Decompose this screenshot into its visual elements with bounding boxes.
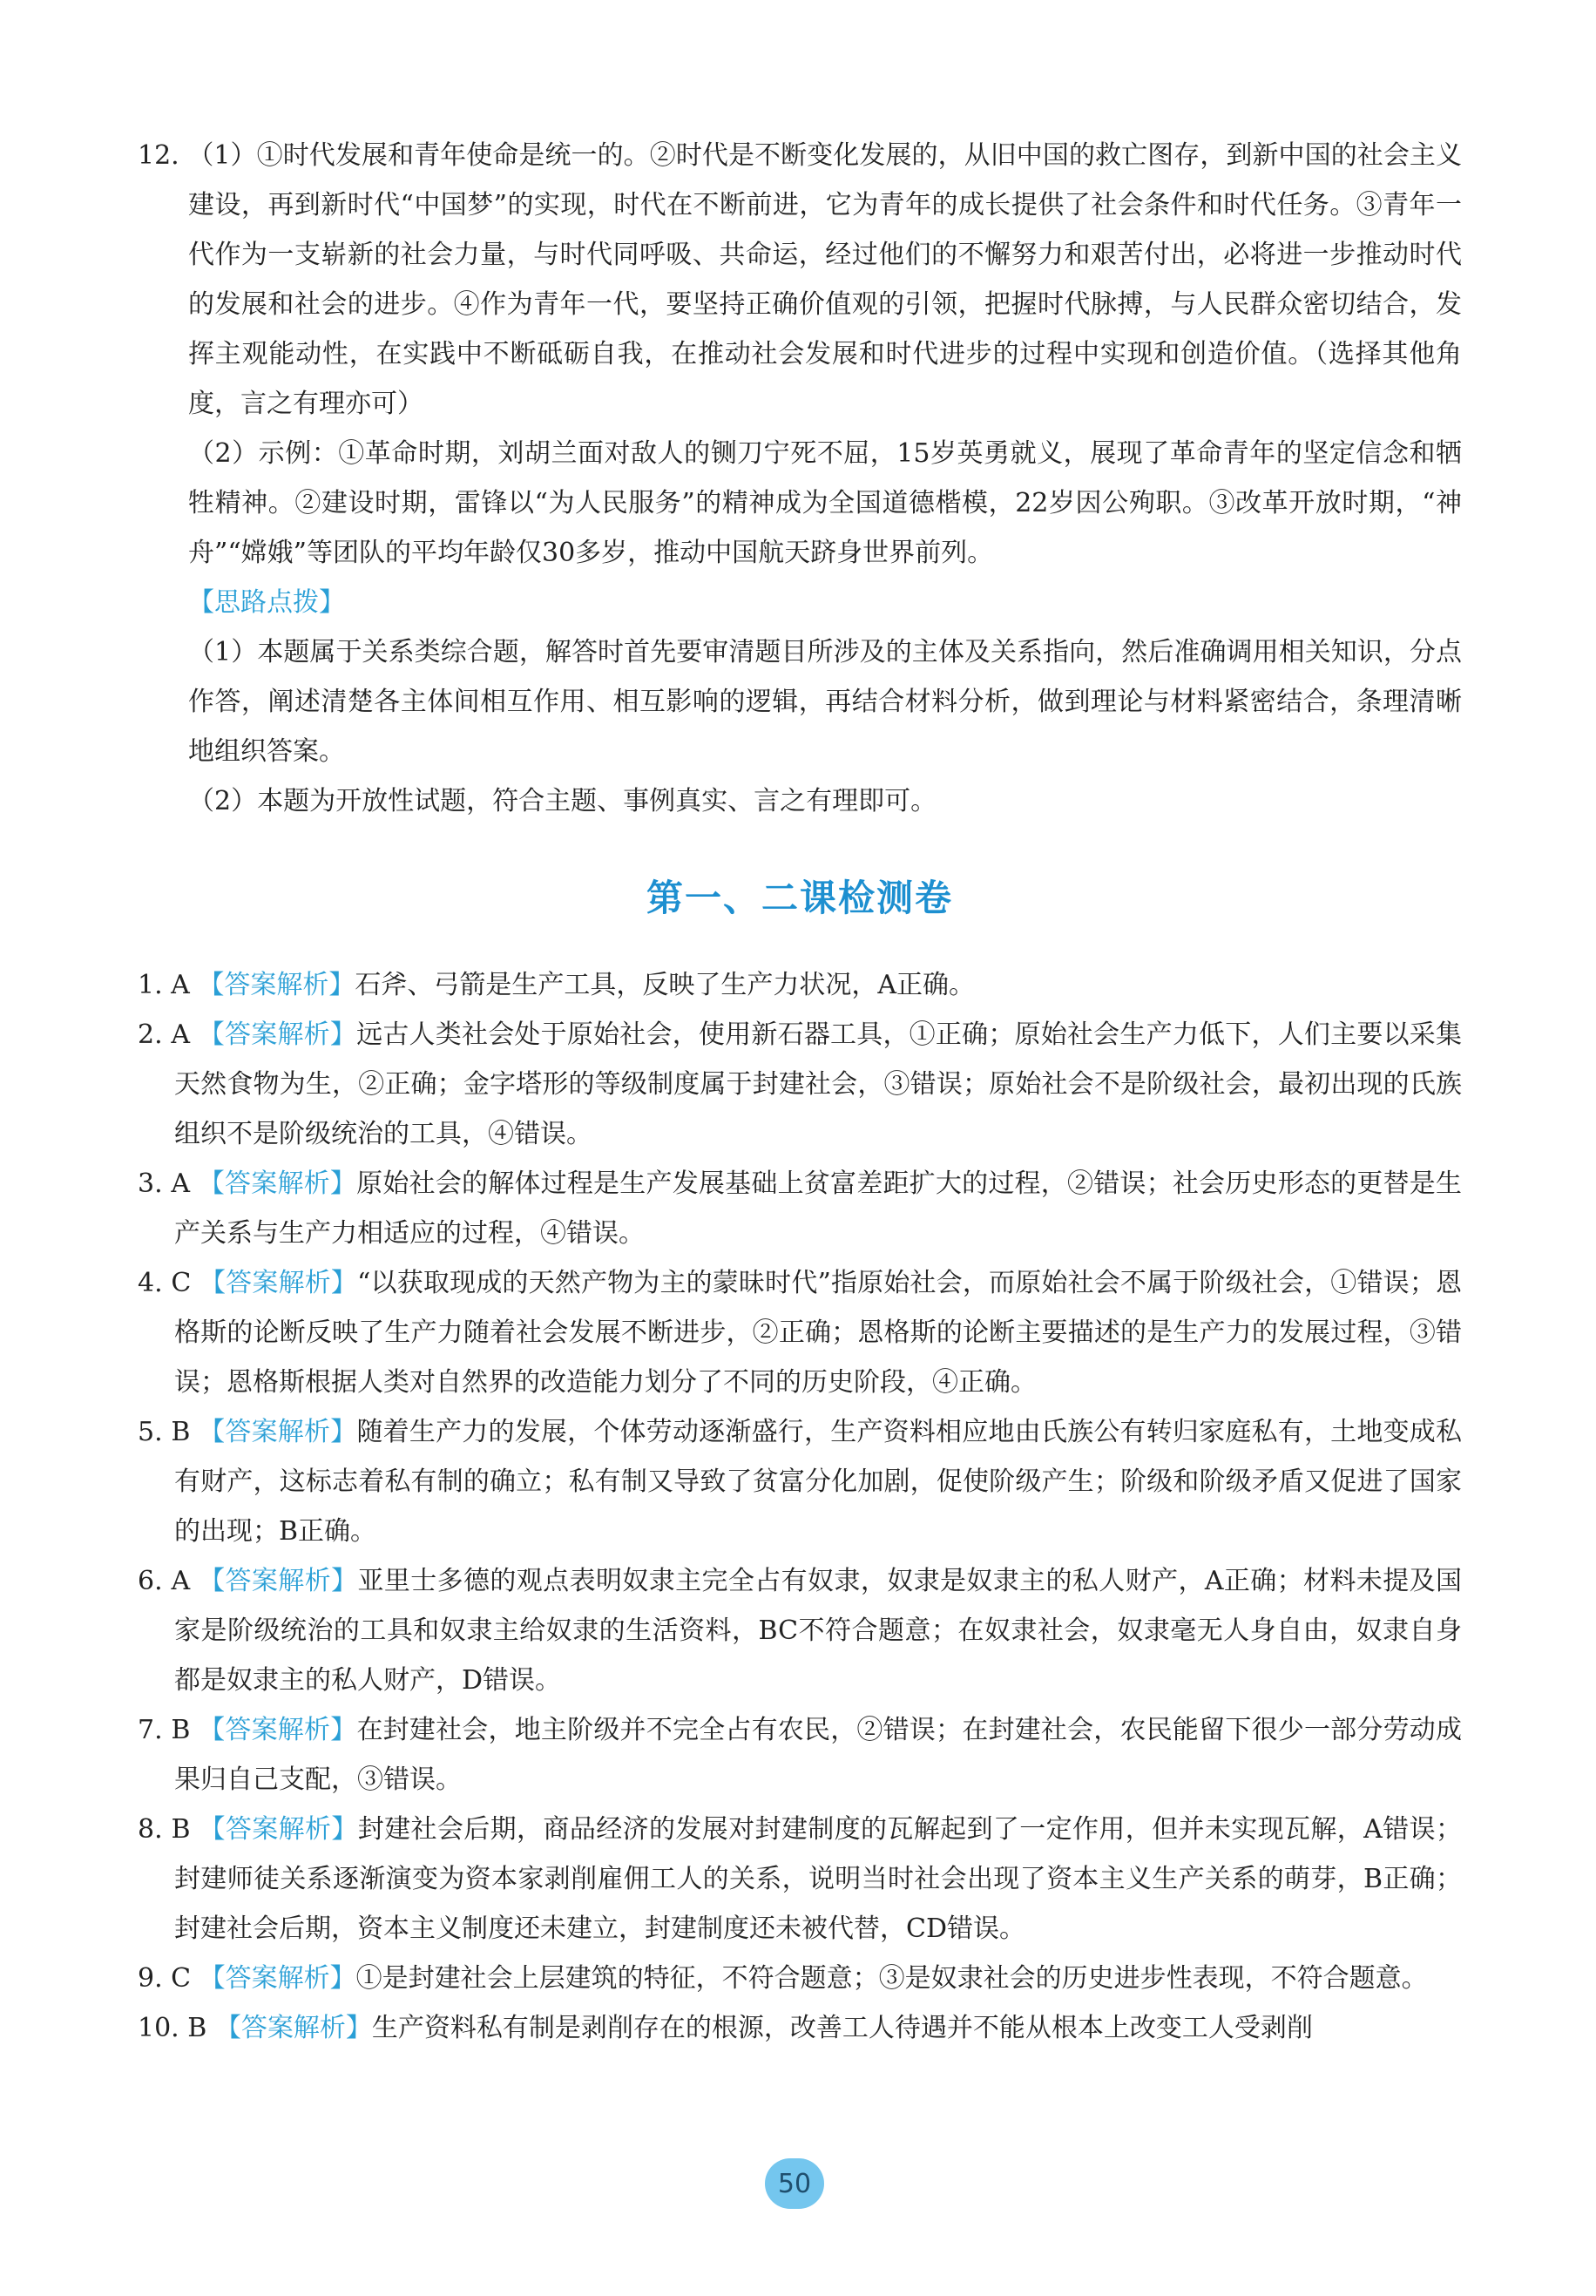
answer-text: 生产资料私有制是剥削存在的根源，改善工人待遇并不能从根本上改变工人受剥削 bbox=[371, 2013, 1313, 2043]
answer-item bbox=[138, 1258, 1462, 1407]
q12-part1: 12. （1）①时代发展和青年使命是统一的。②时代是不断变化发展的，从旧中国的救亡图存，到新中国的社会主义建设，再到新时代“中国梦”的实现，时代在不断前进，它为青年的成长提供了社会条件和时代任务。③青年一代作为一支崭新的社会力量，与时代同呼吸、共命运，经过他们的不懈努力和艰苦付出，必将进一步推动时代的发展和社会的进步。④作为青年一代，要坚持正确价值观的引领，把握时代脉搏，与人民群众密切结合，发挥主观能动性，在实践中不断砥砺自我，在推动社会发展和时代进步的过程中实现和创造价值。（选择其他角度，言之有理亦可） bbox=[138, 140, 1462, 419]
hint-label: 【思路点拨】 bbox=[188, 587, 345, 618]
answer-number: 3. A bbox=[138, 1168, 199, 1199]
hint-1: （1）本题属于关系类综合题，解答时首先要审清题目所涉及的主体及关系指向，然后准确调用相关知识，分点作答，阐述清楚各主体间相互作用、相互影响的逻辑，再结合材料分析，做到理论与材料紧密结合，条理清晰地组织答案。 bbox=[188, 637, 1462, 767]
answer-number: 9. C bbox=[138, 1963, 200, 1994]
answer-item bbox=[138, 1159, 1462, 1258]
section-title: 第一、二课检测卷 bbox=[646, 877, 953, 919]
answer-item bbox=[138, 1705, 1462, 1805]
answer-number: 10. B bbox=[138, 2013, 215, 2043]
answer-item bbox=[138, 1407, 1462, 1556]
answer-text: 远古人类社会处于原始社会，使用新石器工具，①正确；原始社会生产力低下，人们主要以采集天然食物为生，②正确；金字塔形的等级制度属于封建社会，③错误；原始社会不是阶级社会，最初出现的氏族组织不是阶级统治的工具，④错误。 bbox=[174, 1019, 1462, 1149]
page-number: 50 bbox=[765, 2158, 824, 2209]
answer-tag: 【答案解析】 bbox=[199, 1715, 357, 1745]
answer-number: 4. C bbox=[138, 1268, 200, 1298]
answer-text: 石斧、弓箭是生产工具，反映了生产力状况，A正确。 bbox=[355, 970, 976, 1000]
answer-tag: 【答案解析】 bbox=[199, 1417, 357, 1447]
answer-tag: 【答案解析】 bbox=[198, 1019, 357, 1050]
answer-text: 随着生产力的发展，个体劳动逐渐盛行，生产资料相应地由氏族公有转归家庭私有，土地变成私有财产，这标志着私有制的确立；私有制又导致了贫富分化加剧，促使阶级产生；阶级和阶级矛盾又促进了国家的出现；B正确。 bbox=[174, 1417, 1463, 1547]
answer-number: 5. B bbox=[138, 1417, 200, 1447]
content bbox=[138, 131, 1462, 2053]
answer-text: 在封建社会，地主阶级并不完全占有农民，②错误；在封建社会，农民能留下很少一部分劳动成果归自己支配，③错误。 bbox=[174, 1715, 1463, 1795]
answer-item bbox=[138, 960, 1462, 1010]
answer-text: ①是封建社会上层建筑的特征，不符合题意；③是奴隶社会的历史进步性表现，不符合题意。 bbox=[355, 1963, 1428, 1994]
answer-tag: 【答案解析】 bbox=[199, 1814, 358, 1845]
answer-tag: 【答案解析】 bbox=[198, 1168, 357, 1199]
answer-tag: 【答案解析】 bbox=[198, 970, 355, 1000]
q12-part2: （2）示例：①革命时期，刘胡兰面对敌人的铡刀宁死不屈，15岁英勇就义，展现了革命青年的坚定信念和牺牲精神。②建设时期，雷锋以“为人民服务”的精神成为全国道德楷模，22岁因公殉职。③改革开放时期，“神舟”“嫦娥”等团队的平均年龄仅30多岁，推动中国航天跻身世界前列。 bbox=[188, 438, 1462, 568]
answer-text: 封建社会后期，商品经济的发展对封建制度的瓦解起到了一定作用，但并未实现瓦解，A错误；封建师徒关系逐渐演变为资本家剥削雇佣工人的关系，说明当时社会出现了资本主义生产关系的萌芽，B正确；封建社会后期，资本主义制度还未建立，封建制度还未被代替，CD错误。 bbox=[174, 1814, 1462, 1944]
answer-number: 1. A bbox=[138, 970, 199, 1000]
answer-list bbox=[138, 960, 1462, 2053]
answer-text: 原始社会的解体过程是生产发展基础上贫富差距扩大的过程，②错误；社会历史形态的更替是生产关系与生产力相适应的过程，④错误。 bbox=[174, 1168, 1462, 1249]
answer-tag: 【答案解析】 bbox=[199, 1963, 356, 1994]
hint-2: （2）本题为开放性试题，符合主题、事例真实、言之有理即可。 bbox=[188, 786, 937, 816]
answer-text: 亚里士多德的观点表明奴隶主完全占有奴隶，奴隶是奴隶主的私人财产，A正确；材料未提及国家是阶级统治的工具和奴隶主给奴隶的生活资料，BC不符合题意；在奴隶社会，奴隶毫无人身自由，奴隶自身都是奴隶主的私人财产，D错误。 bbox=[174, 1566, 1462, 1696]
answer-item bbox=[138, 1556, 1462, 1705]
answer-number: 7. B bbox=[138, 1715, 200, 1745]
answer-number: 6. A bbox=[138, 1566, 200, 1596]
answer-number: 2. A bbox=[138, 1019, 199, 1050]
answer-item bbox=[138, 1954, 1462, 2003]
answer-tag: 【答案解析】 bbox=[214, 2013, 372, 2043]
answer-text: “以获取现成的天然产物为主的蒙昧时代”指原始社会，而原始社会不属于阶级社会，①错误；恩格斯的论断反映了生产力随着社会发展不断进步，②正确；恩格斯的论断主要描述的是生产力的发展过程，③错误；恩格斯根据人类对自然界的改造能力划分了不同的历史阶段，④正确。 bbox=[174, 1268, 1462, 1398]
answer-item bbox=[138, 2003, 1462, 2053]
answer-item bbox=[138, 1010, 1462, 1159]
answer-tag: 【答案解析】 bbox=[200, 1268, 358, 1298]
answer-tag: 【答案解析】 bbox=[199, 1566, 358, 1596]
answer-number: 8. B bbox=[138, 1814, 200, 1845]
answer-item bbox=[138, 1805, 1462, 1954]
